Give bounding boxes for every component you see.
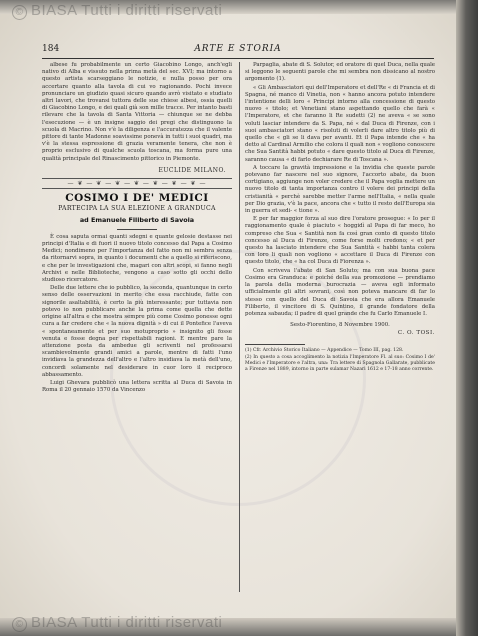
copyright-icon: © bbox=[12, 617, 27, 632]
left-column bbox=[42, 62, 232, 395]
page-header bbox=[42, 44, 434, 58]
article-title: COSIMO I DE' MEDICI bbox=[65, 192, 209, 205]
quote-paragraph: « Gli Ambasciatori qui dell'Imperatore et dell'Re « di Francia et di Spagna, né manco di Vinetia, non « hanno ancora potuto intendere l'intentione delli loro « Principi intorno alla concessione di questo nuovo « titolo; et Venetiani stano aspettando quello che farà « l'Imperatore, et che faranno li Re sudetti (2) ne aveva « se sono voluti lasciar intendere da S. Papa, né « dal Duca di Firenze, con i suoi ambasciatori stano « risoluti di volerli dare altro titolo più di quello che « gli se li dava per avanti. Et il Papa intende che « ha detto al Cardinal Armilio che colora il quali non « vogliono conoscere che Sua Santità habbi potuto « dare questo titolo al Duca di Firenze, saranno causa « di farlo dechiarare Re di Toscana ». bbox=[245, 84, 435, 163]
book-spine-edge bbox=[456, 0, 478, 636]
column-divider bbox=[239, 62, 240, 592]
footnote-rule bbox=[245, 344, 305, 345]
watermark-top-text: BIASA Tutti i diritti riservati bbox=[31, 2, 223, 19]
article-subtitle: PARTECIPA LA SUA ELEZIONE A GRANDUCA bbox=[58, 205, 216, 213]
body-paragraph: È cosa saputa ormai quanti sdegni e quante gelosie destasse nei principi d'Italia e di fuori il nuovo titolo concesso dal Papa a Cosimo Medici; nondimeno per l'importanza del fatto non mi sembra senza da ritornarvi sopra, in quanto i documenti che a quello si riferiscono, e che per le investigazioni che, magari con altri scopi, si fanno negli Archivi e nelle Biblioteche, vengono a caso sotto gli occhi dello studioso ricercatore. bbox=[42, 233, 232, 284]
article-subtitle-recipient: ad Emanuele Filiberto di Savoia bbox=[79, 215, 195, 224]
body-paragraph: Con scriveva l'abate di San Soluto; ma con sua buona pace Cosimo era Granduca: e poiché della sua promozione — prendiamo la parola della moderna burocrazia — aveva egli informato ufficialmente gli altri sovrani, così non poteva mancare di far lo stesso con quello del Duca di Savoia che era allora Emanuele Filiberto, il vincitore di S. Quintino, il grande fondatore della potenza sabauda; il padre di quel grande che fu Carlo Emanuele I. bbox=[245, 267, 435, 317]
body-paragraph: A toccare la gravità impressione e la invidia che queste parole potevano far nascere nel suo signore, l'accorto abate, da buon cortigiano, aggiunge non voler credere che il Papa voglia mettere un nuovo titolo di tanta importanza contro il volere dei principi della cristianità « perchè sarebbe metter l'arme nell'Italia, « nella quale per Dio grazia, v'è la pace, ancora che « tutto il resto dell'Europa sia in guerra et sedi- « tione ». bbox=[245, 164, 435, 215]
copyright-icon: © bbox=[12, 5, 27, 20]
body-paragraph: Delle due lettere che io pubblico, la seconda, quantunque in certo senso delle osservazioni in merito che essa racchiude, fatte con signorile asaltabilità, è certo la più interessante; pur tuttavia non potevo io non pubblicare anche la prima come quella che dette origine all'altra e che mostra sempre più come Cosimo ponesse ogni cura a far credere che « la nuova dignità » di cui il Pontefice l'aveva « spontaneamente et per suo motuproprio » insignito gli fosse venuta e fosse degna per rispettabili ragioni. E mentre pare la attenzione posta da ambedue gli scriventi nel professarsi scambievolmente grandi amici a parole, mentre di fatti l'uno invidiava la grandezza dell'altro e l'altro insidiava la metà dell'uno, concordi solamente nel desiderare in cuor loro il reciproco abbassamento. bbox=[42, 285, 232, 378]
place-date: Sesto-Fiorentino, 8 Novembre 1900. bbox=[290, 322, 390, 329]
watermark-bottom bbox=[12, 614, 222, 632]
body-paragraph: E per far maggior forza al suo dire l'oratore prosegue: « Io per il raggionamento quale è piaciuto « hoggidì al Papa di far meco, ho compreso che Sua « Santità non fa così gran conto di questo titolo concesso al Duca di Firenze, come forse molti credono; « et per questo ha lasciato intendere che Sua Santità « habbi tanta colera con loro li quali non vogliono « accettare il Duca di Firenze con questo titolo, che « ha col Duca di Fiorenza ». bbox=[245, 216, 435, 266]
intro-paragraph: albese fu probabilmente un certo Giacobino Longo, anch'egli nativo di Alba e vissuto nella prima metà del sec. XVI; ma intorno a questo artista scarseggiano le notizie, e nulla posso per ora accertare quanto alla tavola di cui vo ragionando. Pochi invece pronunciare un giudizio quasi sicuro quando avrò visitato e studiato altri lavori, che trovansi tuttora delle sue chiese albesi, ossia quelli di Giacobino Longo, e dei quali già son mille tracce. Per intanto basti rilevare che la tavola di Santa Vittoria — chiunque se ne debba l'esecuzione — è un insigne saggio dei pregi che distinguono la scuola di Macrino. Non v'è la diligenza e l'accuratezza che il valente pittore di tante Madonne soavissime ponevà in tutti i suoi quadri, ma v'è la stessa espressione di grazia veramente tenera, che non è proprio esclusivo di qualche scuola toscana, ma forma pure una qualità principale del Rinascimento pittorico in Piemonte. bbox=[42, 62, 232, 162]
right-column bbox=[245, 62, 435, 374]
author-initials: C. O. TOSI. bbox=[397, 330, 435, 337]
watermark-top bbox=[12, 2, 222, 20]
title-rule bbox=[117, 229, 157, 230]
body-paragraph: Luigi Ghevara pubblicò una lettera scritta al Duca di Savoia in Roma il 20 gennaio 1570 da Vincenzo bbox=[42, 379, 232, 394]
author-signature: EUCLIDE MILANO. bbox=[158, 166, 226, 174]
page-number: 184 bbox=[42, 44, 60, 54]
body-paragraph: Parpaglia, abate di S. Solutor, ed oratore di quel Duca, nella quale si leggono le seguenti parole che mi sembra non dissicano al nostro argomento (1). bbox=[245, 62, 435, 83]
footnote: (2) In questo a cosa accoglimento la notizia l'Imperatore Fl. al suo: Cosimo I de' Medici e l'Imperatore e l'altra, una: Tra lettere di Spagnola Gallarate, pubblicate a Firenze nel 1889, intorno in parte sulamar Nazari 1612 e 17-18 anno corrente. bbox=[245, 354, 435, 372]
footnote: (1) Cfr. Archivio Storico Italiano — Appendice — Tomo III, pag. 128. bbox=[245, 347, 404, 353]
ornament-divider: — ❦ — ❦ — ❦ — ❦ — ❦ — ❦ — ❦ — bbox=[42, 178, 232, 189]
running-head: ARTE E STORIA bbox=[194, 44, 282, 54]
header-rule bbox=[42, 58, 434, 59]
watermark-bottom-text: BIASA Tutti i diritti riservati bbox=[31, 614, 223, 631]
